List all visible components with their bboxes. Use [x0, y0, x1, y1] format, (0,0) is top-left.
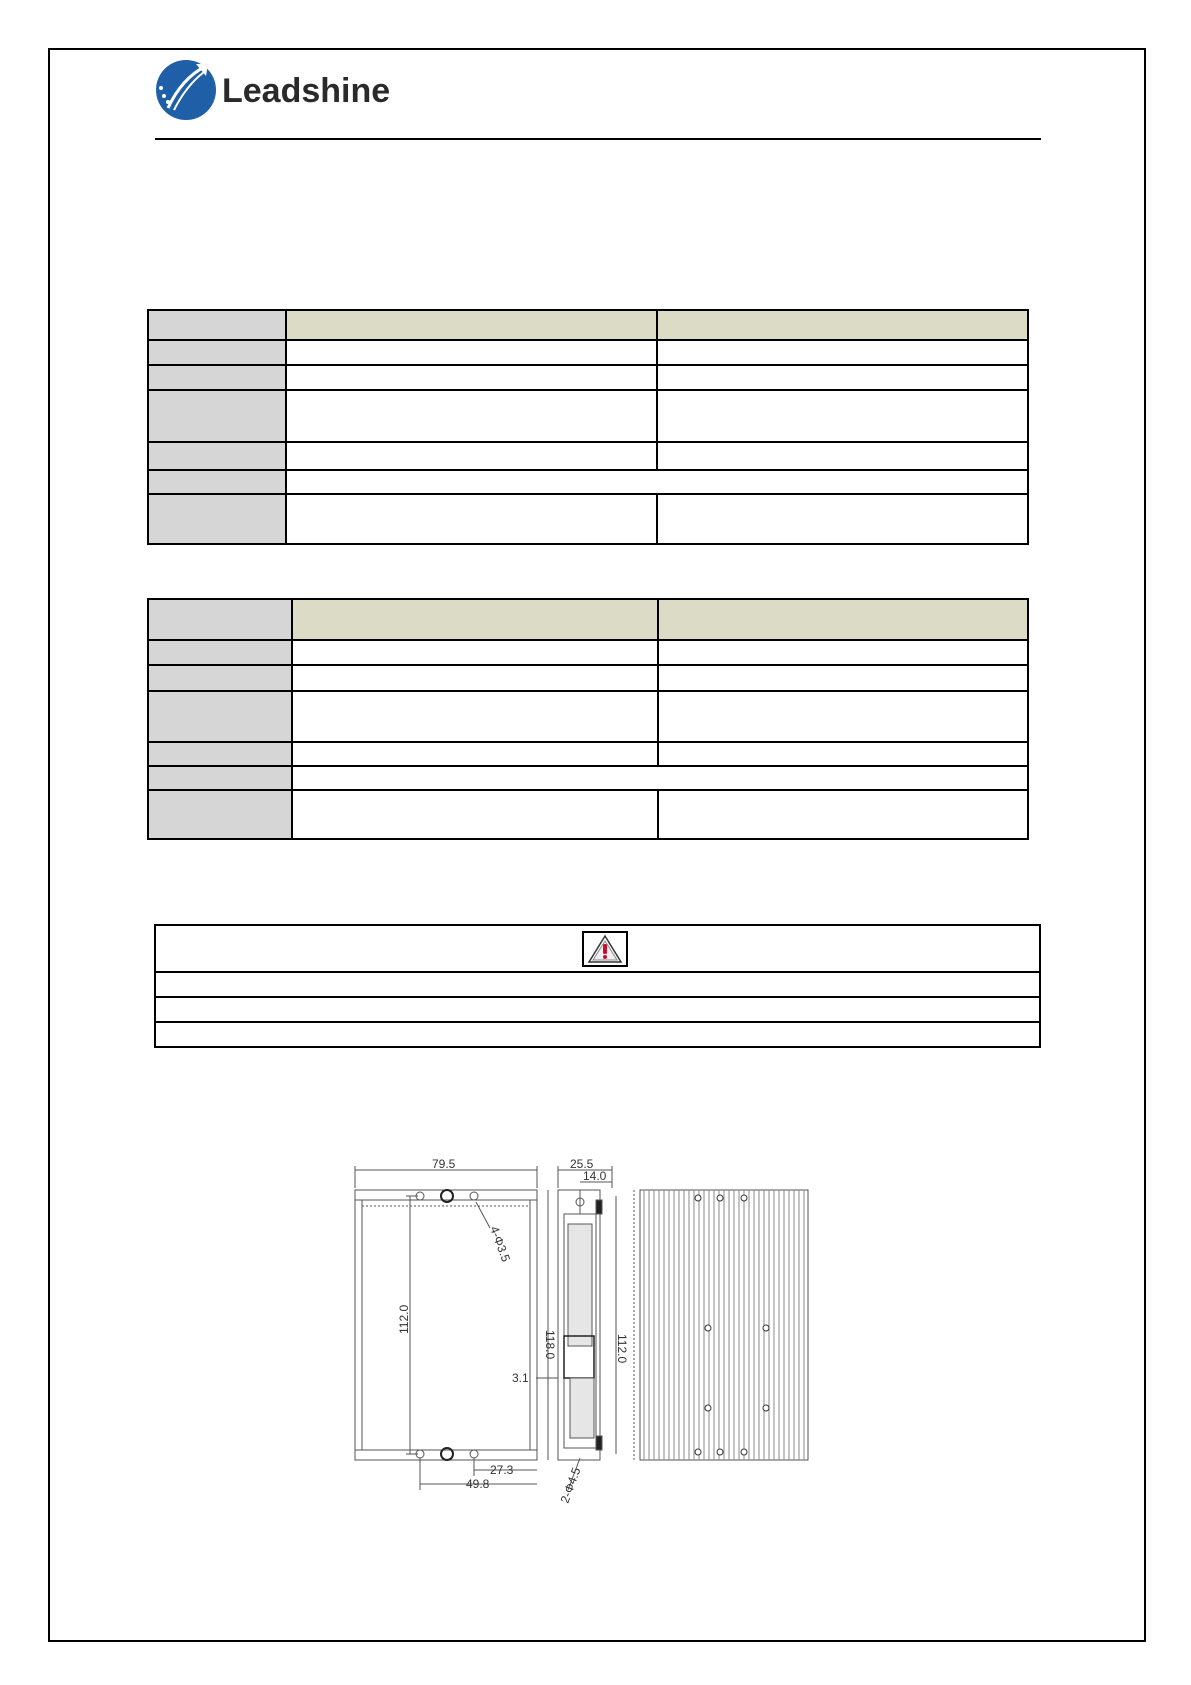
table-row — [148, 494, 1028, 544]
dim-hole-top: 4-Φ3.5 — [487, 1224, 513, 1264]
dim-height-right: 112.0 — [615, 1334, 629, 1364]
table-cell — [292, 691, 658, 742]
mounting-hole — [717, 1449, 723, 1455]
dim-width: 79.5 — [432, 1158, 456, 1171]
table-header-cell — [657, 310, 1028, 340]
table-cell — [292, 742, 658, 766]
table-cell — [148, 665, 292, 691]
table-row — [155, 997, 1040, 1022]
warning-header-cell — [155, 925, 1040, 972]
mounting-hole — [741, 1449, 747, 1455]
table-cell — [292, 640, 658, 665]
table-cell — [148, 442, 286, 470]
table-row — [148, 665, 1028, 691]
dim-depth-inner: 14.0 — [583, 1169, 607, 1183]
table-cell — [658, 790, 1028, 839]
table-cell — [148, 766, 292, 790]
mounting-hole — [695, 1195, 701, 1201]
table-row — [155, 1022, 1040, 1047]
table-cell — [657, 340, 1028, 365]
table-row — [148, 742, 1028, 766]
table-cell — [292, 766, 1028, 790]
mounting-hole — [763, 1405, 769, 1411]
table-cell — [658, 665, 1028, 691]
leadshine-logo — [156, 58, 396, 122]
front-view — [355, 1166, 537, 1490]
table-cell — [657, 365, 1028, 390]
table-row — [155, 925, 1040, 972]
mounting-hole — [705, 1325, 711, 1331]
mounting-hole — [705, 1405, 711, 1411]
table-cell — [286, 470, 1028, 494]
table-cell — [148, 790, 292, 839]
mounting-hole — [763, 1325, 769, 1331]
table-header-cell — [292, 599, 658, 640]
table-cell — [292, 665, 658, 691]
table-row — [148, 365, 1028, 390]
dim-height-left: 112.0 — [397, 1304, 411, 1334]
dim-bottom-inner: 27.3 — [490, 1463, 514, 1477]
table-cell — [148, 691, 292, 742]
table-cell — [658, 691, 1028, 742]
dim-depth: 25.5 — [570, 1158, 594, 1171]
spec-table-1 — [147, 309, 1029, 545]
table-row — [148, 691, 1028, 742]
dim-offset: 3.1 — [512, 1371, 529, 1385]
table-cell — [657, 390, 1028, 442]
table-row — [148, 442, 1028, 470]
table-row — [155, 972, 1040, 997]
table-cell — [148, 390, 286, 442]
table-cell — [657, 494, 1028, 544]
table-cell — [657, 442, 1028, 470]
table-row — [148, 340, 1028, 365]
table-cell — [286, 390, 657, 442]
table-cell — [148, 340, 286, 365]
table-cell — [286, 494, 657, 544]
header-rule — [155, 138, 1041, 140]
table-cell — [148, 742, 292, 766]
dim-height-mid: 118.0 — [543, 1330, 557, 1360]
table-cell — [148, 310, 286, 340]
warning-triangle-icon — [582, 931, 628, 967]
table-row — [148, 470, 1028, 494]
table-cell — [286, 340, 657, 365]
table-cell — [286, 365, 657, 390]
notice-table — [154, 924, 1041, 1048]
table-cell — [148, 640, 292, 665]
logo-text: Leadshine — [222, 72, 391, 110]
table-cell — [148, 365, 286, 390]
dim-hole-bottom: 2-Φ4.5 — [557, 1465, 584, 1506]
table-cell — [148, 599, 292, 640]
mounting-hole — [717, 1195, 723, 1201]
table-row — [148, 640, 1028, 665]
leadshine-arrow-circle-icon — [156, 60, 216, 120]
table-cell — [155, 972, 1040, 997]
table-header-cell — [658, 599, 1028, 640]
table-cell — [658, 640, 1028, 665]
spec-table-2 — [147, 598, 1029, 840]
table-cell — [148, 470, 286, 494]
table-row — [148, 599, 1028, 640]
table-cell — [155, 1022, 1040, 1047]
table-cell — [292, 790, 658, 839]
table-cell — [658, 742, 1028, 766]
table-row — [148, 390, 1028, 442]
table-row — [148, 766, 1028, 790]
dim-bottom-outer: 49.8 — [466, 1477, 490, 1491]
mechanical-drawing — [340, 1158, 860, 1513]
table-row — [148, 310, 1028, 340]
mounting-hole — [741, 1195, 747, 1201]
table-cell — [148, 494, 286, 544]
table-cell — [286, 442, 657, 470]
table-header-cell — [286, 310, 657, 340]
heatsink-view — [634, 1190, 808, 1460]
table-row — [148, 790, 1028, 839]
mounting-hole — [695, 1449, 701, 1455]
table-cell — [155, 997, 1040, 1022]
side-view — [536, 1166, 616, 1490]
